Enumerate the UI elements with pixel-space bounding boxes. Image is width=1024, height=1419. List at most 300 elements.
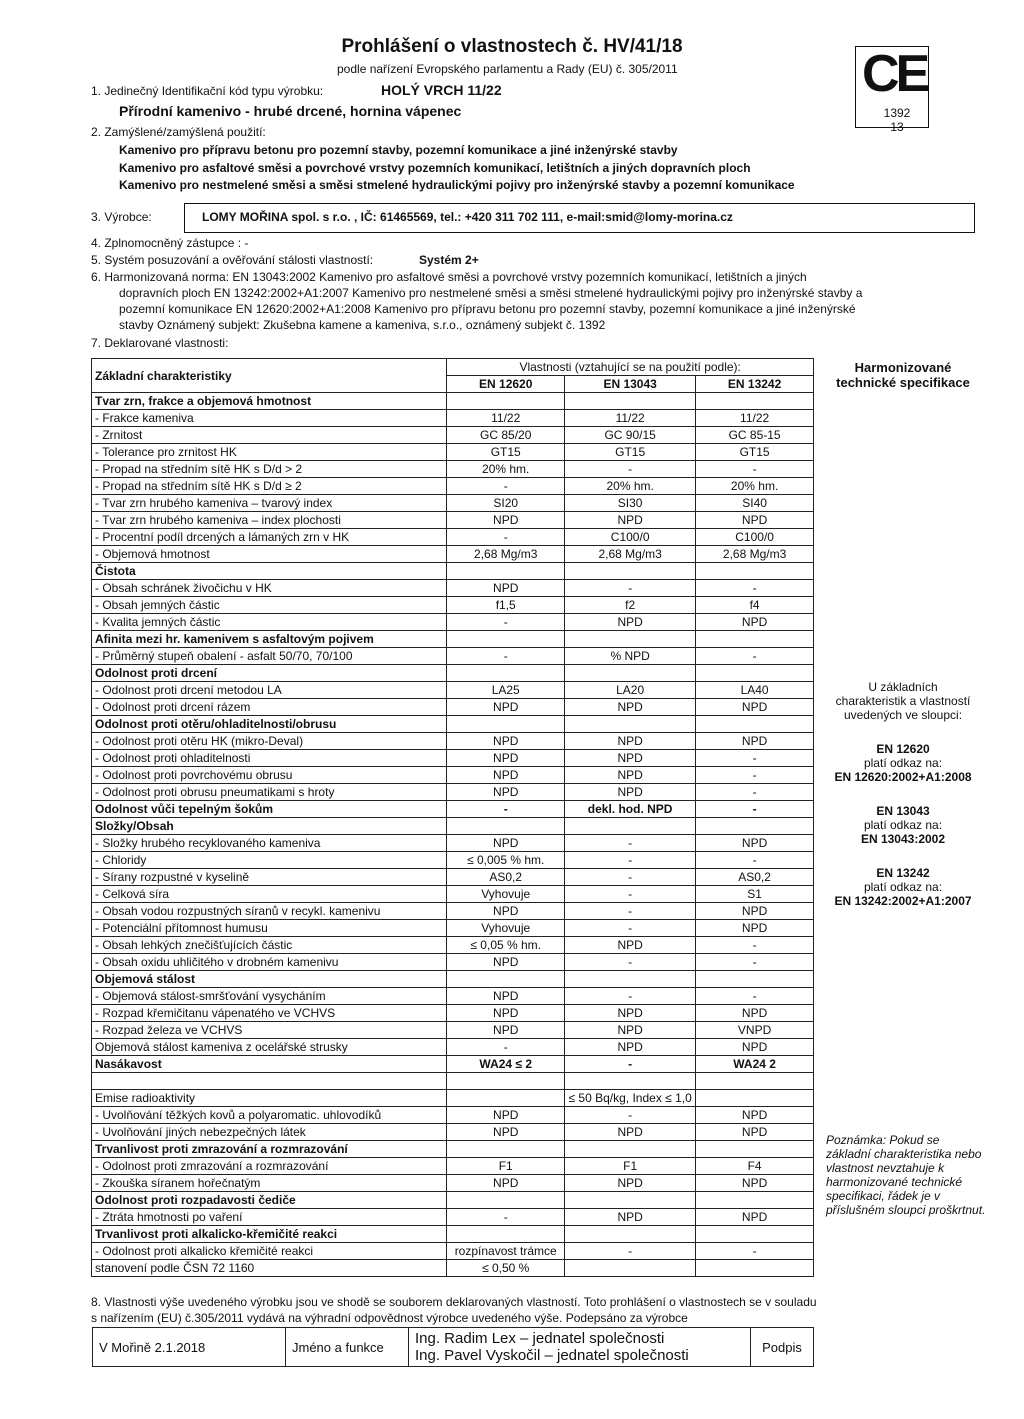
value-en-13043: NPD bbox=[565, 937, 696, 954]
ce-number-year: 13 bbox=[890, 120, 904, 134]
row-label: - Odolnost proti ohladitelnosti bbox=[92, 750, 447, 767]
item-5-label: 5. Systém posuzování a ověřování stálosti vlastností: bbox=[91, 253, 374, 267]
row-label: - Tolerance pro zrnitost HK bbox=[92, 444, 447, 461]
row-label: - Rozpad křemičitanu vápenatého ve VCHVS bbox=[92, 1005, 447, 1022]
header-props: Vlastnosti (vztahující se na použití podle): bbox=[447, 359, 814, 376]
declaration-line-2: s nařízením (EU) č.305/2011 vydává na výhradní odpovědnost výrobce uvedeného výše. Podepsáno za výrobce bbox=[91, 1311, 688, 1325]
table-row bbox=[92, 699, 814, 716]
value-en-13043 bbox=[565, 1226, 696, 1243]
table-row bbox=[92, 954, 814, 971]
value-en-12620 bbox=[447, 1226, 565, 1243]
name-label: Jméno a funkce bbox=[286, 1328, 409, 1367]
table-row bbox=[92, 512, 814, 529]
value-en-13043: GT15 bbox=[565, 444, 696, 461]
table-row bbox=[92, 1022, 814, 1039]
row-label: - Odolnost proti obrusu pneumatikami s hroty bbox=[92, 784, 447, 801]
value-en-13242: - bbox=[696, 954, 814, 971]
section-row bbox=[92, 971, 814, 988]
value-en-13043: - bbox=[565, 903, 696, 920]
value-en-12620: NPD bbox=[447, 1175, 565, 1192]
value-en-13242: NPD bbox=[696, 1005, 814, 1022]
row-label: Objemová stálost kameniva z ocelářské strusky bbox=[92, 1039, 447, 1056]
row-label: - Odolnost proti povrchovému obrusu bbox=[92, 767, 447, 784]
section-row bbox=[92, 631, 814, 648]
table-row bbox=[92, 869, 814, 886]
properties-body bbox=[92, 393, 814, 1277]
value-en-13242: LA40 bbox=[696, 682, 814, 699]
value-en-13043 bbox=[565, 716, 696, 733]
value-en-13043: NPD bbox=[565, 784, 696, 801]
row-label: Emise radioaktivity bbox=[92, 1090, 447, 1107]
value-en-13242: NPD bbox=[696, 835, 814, 852]
row-label bbox=[92, 1073, 447, 1090]
value-en-13242 bbox=[696, 631, 814, 648]
value-en-13242: - bbox=[696, 1243, 814, 1260]
manufacturer: LOMY MOŘINA spol. s r.o. , IČ: 61465569, tel.: +420 311 702 111, e-mail:smid@lomy-morina.cz bbox=[202, 210, 733, 224]
harm-intro-2: charakteristik a vlastností bbox=[835, 694, 971, 708]
sign-label: Podpis bbox=[751, 1328, 814, 1367]
row-label: - Objemová stálost-smršťování vysycháním bbox=[92, 988, 447, 1005]
table-row bbox=[92, 597, 814, 614]
item-7: 7. Deklarované vlastnosti: bbox=[91, 336, 229, 350]
value-en-13242: NPD bbox=[696, 733, 814, 750]
value-en-13043: - bbox=[565, 1107, 696, 1124]
value-en-12620 bbox=[447, 563, 565, 580]
row-label: - Obsah schránek živočichu v HK bbox=[92, 580, 447, 597]
value-en-12620: - bbox=[447, 648, 565, 665]
row-label: - Tvar zrn hrubého kameniva – index plochosti bbox=[92, 512, 447, 529]
value-en-12620: ≤ 0,50 % bbox=[447, 1260, 565, 1277]
row-label: Tvar zrn, frakce a objemová hmotnost bbox=[92, 393, 447, 410]
value-en-12620: ≤ 0,005 % hm. bbox=[447, 852, 565, 869]
section-row bbox=[92, 716, 814, 733]
value-en-12620: WA24 ≤ 2 bbox=[447, 1056, 565, 1073]
table-row bbox=[92, 903, 814, 920]
harm-ref-2: platí odkaz na: bbox=[863, 818, 943, 832]
value-en-13242: - bbox=[696, 767, 814, 784]
table-row bbox=[92, 886, 814, 903]
value-en-12620: 2,68 Mg/m3 bbox=[447, 546, 565, 563]
signatories bbox=[409, 1328, 751, 1367]
row-label: - Propad na středním sítě HK s D/d ≥ 2 bbox=[92, 478, 447, 495]
value-en-13043: - bbox=[565, 954, 696, 971]
value-en-13043: ≤ 50 Bq/kg, Index ≤ 1,0 bbox=[565, 1090, 696, 1107]
table-row bbox=[92, 988, 814, 1005]
value-en-13043: 11/22 bbox=[565, 410, 696, 427]
row-label: Nasákavost bbox=[92, 1056, 447, 1073]
value-en-13242: NPD bbox=[696, 1107, 814, 1124]
value-en-13043: - bbox=[565, 886, 696, 903]
value-en-13242 bbox=[696, 665, 814, 682]
value-en-13043: NPD bbox=[565, 750, 696, 767]
value-en-13242: - bbox=[696, 580, 814, 597]
item-6-line-2: dopravních ploch EN 13242:2002+A1:2007 Kamenivo pro nestmelené směsi a směsi stmelené hydraulickými pojivy pro inženýrské stavby a bbox=[119, 286, 863, 300]
value-en-12620: SI20 bbox=[447, 495, 565, 512]
item-2-label: 2. Zamýšlené/zamýšlená použití: bbox=[91, 125, 266, 139]
row-label: - Procentní podíl drcených a lámaných zrn v HK bbox=[92, 529, 447, 546]
row-label: Odolnost vůči tepelným šokům bbox=[92, 801, 447, 818]
item-6-line-4: stavby Oznámený subjekt: Zkušebna kamene a kameniva, s.r.o., oznámený subjekt č. 1392 bbox=[119, 318, 606, 332]
value-en-12620: NPD bbox=[447, 835, 565, 852]
ce-numbers bbox=[862, 106, 932, 134]
row-label: - Frakce kameniva bbox=[92, 410, 447, 427]
item-5-value: Systém 2+ bbox=[419, 253, 479, 267]
value-en-12620: GC 85/20 bbox=[447, 427, 565, 444]
harm-full-3: EN 13242:2002+A1:2007 bbox=[834, 894, 972, 908]
value-en-13043: NPD bbox=[565, 512, 696, 529]
value-en-13043: F1 bbox=[565, 1158, 696, 1175]
value-en-13043: % NPD bbox=[565, 648, 696, 665]
table-row bbox=[92, 1124, 814, 1141]
value-en-13043: NPD bbox=[565, 1209, 696, 1226]
value-en-12620 bbox=[447, 818, 565, 835]
item-4: 4. Zplnomocněný zástupce : - bbox=[91, 236, 249, 250]
harm-full-2: EN 13043:2002 bbox=[860, 832, 946, 846]
harm-heading bbox=[820, 360, 986, 390]
value-en-13043 bbox=[565, 1141, 696, 1158]
value-en-13242: - bbox=[696, 937, 814, 954]
harm-heading-1: Harmonizované bbox=[854, 360, 952, 375]
row-label: - Chloridy bbox=[92, 852, 447, 869]
value-en-13043 bbox=[565, 665, 696, 682]
row-label: - Obsah jemných částic bbox=[92, 597, 447, 614]
row-label: Objemová stálost bbox=[92, 971, 447, 988]
table-row bbox=[92, 1005, 814, 1022]
table-row bbox=[92, 546, 814, 563]
table-row bbox=[92, 750, 814, 767]
page-title: Prohlášení o vlastnostech č. HV/41/18 bbox=[341, 36, 683, 57]
value-en-13043: - bbox=[565, 580, 696, 597]
value-en-12620: ≤ 0,05 % hm. bbox=[447, 937, 565, 954]
value-en-13043 bbox=[565, 563, 696, 580]
value-en-13043: NPD bbox=[565, 1022, 696, 1039]
header-basic: Základní charakteristiky bbox=[92, 359, 447, 393]
table-row bbox=[92, 614, 814, 631]
value-en-13242: SI40 bbox=[696, 495, 814, 512]
value-en-13242: S1 bbox=[696, 886, 814, 903]
value-en-13043 bbox=[565, 1192, 696, 1209]
value-en-13043: NPD bbox=[565, 614, 696, 631]
value-en-12620: NPD bbox=[447, 1107, 565, 1124]
table-row bbox=[92, 1243, 814, 1260]
header-en-12620: EN 12620 bbox=[447, 376, 565, 393]
value-en-13043: - bbox=[565, 920, 696, 937]
row-label: - Odolnost proti alkalicko křemičité reakci bbox=[92, 1243, 447, 1260]
section-row bbox=[92, 1141, 814, 1158]
row-label: - Objemová hmotnost bbox=[92, 546, 447, 563]
value-en-13043: 2,68 Mg/m3 bbox=[565, 546, 696, 563]
value-en-12620: NPD bbox=[447, 1005, 565, 1022]
value-en-13242: GT15 bbox=[696, 444, 814, 461]
signatory-1: Ing. Radim Lex – jednatel společnosti bbox=[415, 1330, 665, 1347]
section-row bbox=[92, 1226, 814, 1243]
value-en-13242 bbox=[696, 1141, 814, 1158]
value-en-12620: f1,5 bbox=[447, 597, 565, 614]
value-en-13242: NPD bbox=[696, 920, 814, 937]
row-label: - Kvalita jemných částic bbox=[92, 614, 447, 631]
value-en-12620: 20% hm. bbox=[447, 461, 565, 478]
row-label: - Propad na středním sítě HK s D/d > 2 bbox=[92, 461, 447, 478]
value-en-12620: NPD bbox=[447, 784, 565, 801]
value-en-13043: NPD bbox=[565, 1039, 696, 1056]
value-en-13242: 20% hm. bbox=[696, 478, 814, 495]
item-1-label: 1. Jedinečný Identifikační kód typu výrobku: bbox=[91, 84, 324, 98]
value-en-13242: VNPD bbox=[696, 1022, 814, 1039]
value-en-13043: GC 90/15 bbox=[565, 427, 696, 444]
row-label: - Zrnitost bbox=[92, 427, 447, 444]
value-en-13242: F4 bbox=[696, 1158, 814, 1175]
harm-intro-1: U základních bbox=[868, 680, 938, 694]
value-en-13242: - bbox=[696, 784, 814, 801]
value-en-13242 bbox=[696, 1090, 814, 1107]
table-row bbox=[92, 682, 814, 699]
value-en-13043: NPD bbox=[565, 733, 696, 750]
value-en-12620: NPD bbox=[447, 1022, 565, 1039]
section-row bbox=[92, 818, 814, 835]
row-label: - Tvar zrn hrubého kameniva – tvarový index bbox=[92, 495, 447, 512]
table-row bbox=[92, 733, 814, 750]
value-en-13242 bbox=[696, 563, 814, 580]
row-label: Odolnost proti otěru/ohladitelnosti/obrusu bbox=[92, 716, 447, 733]
declaration-line-1: 8. Vlastnosti výše uvedeného výrobku jsou ve shodě se souborem deklarovaných vlastností. Toto prohlášení o vlastnostech se v souladu bbox=[91, 1295, 817, 1309]
value-en-13043: NPD bbox=[565, 1175, 696, 1192]
harm-heading-2: technické specifikace bbox=[836, 375, 970, 390]
value-en-13242: NPD bbox=[696, 614, 814, 631]
value-en-12620: NPD bbox=[447, 750, 565, 767]
value-en-12620: NPD bbox=[447, 699, 565, 716]
value-en-13242: NPD bbox=[696, 699, 814, 716]
row-label: - Složky hrubého recyklovaného kameniva bbox=[92, 835, 447, 852]
table-row bbox=[92, 920, 814, 937]
value-en-12620: NPD bbox=[447, 767, 565, 784]
section-row bbox=[92, 1073, 814, 1090]
row-label: - Potenciální přítomnost humusu bbox=[92, 920, 447, 937]
section-row bbox=[92, 801, 814, 818]
value-en-13043 bbox=[565, 1260, 696, 1277]
value-en-13242: NPD bbox=[696, 903, 814, 920]
row-label: - Obsah lehkých znečišťujících částic bbox=[92, 937, 447, 954]
value-en-13242 bbox=[696, 1226, 814, 1243]
value-en-13043 bbox=[565, 631, 696, 648]
row-label: Odolnost proti drcení bbox=[92, 665, 447, 682]
value-en-13242 bbox=[696, 1192, 814, 1209]
note: Poznámka: Pokud se základní charakteristika nebo vlastnost nevztahuje k harmonizované technické specifikaci, řádek je v příslušném sloupci proškrtnut. bbox=[826, 1133, 986, 1217]
value-en-12620: NPD bbox=[447, 903, 565, 920]
value-en-13242: 2,68 Mg/m3 bbox=[696, 546, 814, 563]
use-3: Kamenivo pro nestmelené směsi a směsi stmelené hydraulickými pojivy pro inženýrské stavby a pozemní komunikace bbox=[119, 178, 795, 192]
item-6-line-3: pozemní komunikace EN 12620:2002+A1:2008 Kamenivo pro přípravu betonu pro pozemní stavby, pozemní komunikace a jiné inženýrské bbox=[119, 302, 856, 316]
value-en-13242: - bbox=[696, 801, 814, 818]
row-label: - Sírany rozpustné v kyselině bbox=[92, 869, 447, 886]
row-label: Afinita mezi hr. kamenivem s asfaltovým pojivem bbox=[92, 631, 447, 648]
value-en-12620: NPD bbox=[447, 988, 565, 1005]
value-en-13242 bbox=[696, 1073, 814, 1090]
value-en-12620: - bbox=[447, 478, 565, 495]
value-en-12620: Vyhovuje bbox=[447, 886, 565, 903]
table-row bbox=[92, 1175, 814, 1192]
use-2: Kamenivo pro asfaltové směsi a povrchové vrstvy pozemních komunikací, letištních a jiných dopravních ploch bbox=[119, 161, 751, 175]
value-en-13043: dekl. hod. NPD bbox=[565, 801, 696, 818]
harm-ref-1: platí odkaz na: bbox=[863, 756, 943, 770]
value-en-12620 bbox=[447, 1141, 565, 1158]
value-en-13043: NPD bbox=[565, 1124, 696, 1141]
value-en-13242: NPD bbox=[696, 1124, 814, 1141]
value-en-12620: rozpínavost trámce bbox=[447, 1243, 565, 1260]
properties-table bbox=[91, 358, 814, 1277]
value-en-12620: NPD bbox=[447, 512, 565, 529]
row-label: - Odolnost proti zmrazování a rozmrazování bbox=[92, 1158, 447, 1175]
table-row bbox=[92, 580, 814, 597]
row-label: - Průměrný stupeň obalení - asfalt 50/70, 70/100 bbox=[92, 648, 447, 665]
value-en-13242: - bbox=[696, 461, 814, 478]
value-en-13242: NPD bbox=[696, 512, 814, 529]
value-en-13043: C100/0 bbox=[565, 529, 696, 546]
item-1-product: Přírodní kamenivo - hrubé drcené, hornina vápenec bbox=[119, 103, 462, 119]
value-en-13242: WA24 2 bbox=[696, 1056, 814, 1073]
value-en-12620: NPD bbox=[447, 733, 565, 750]
value-en-13242: NPD bbox=[696, 1039, 814, 1056]
item-1-value: HOLÝ VRCH 11/22 bbox=[381, 82, 502, 98]
value-en-13242: NPD bbox=[696, 1175, 814, 1192]
value-en-13242: - bbox=[696, 750, 814, 767]
value-en-12620: Vyhovuje bbox=[447, 920, 565, 937]
table-row bbox=[92, 529, 814, 546]
row-label: Odolnost proti rozpadavosti čediče bbox=[92, 1192, 447, 1209]
value-en-13242: - bbox=[696, 648, 814, 665]
row-label: - Uvolňování jiných nebezpečných látek bbox=[92, 1124, 447, 1141]
value-en-12620: F1 bbox=[447, 1158, 565, 1175]
value-en-12620: NPD bbox=[447, 580, 565, 597]
value-en-12620 bbox=[447, 716, 565, 733]
value-en-12620: - bbox=[447, 1039, 565, 1056]
table-row bbox=[92, 444, 814, 461]
signatory-2: Ing. Pavel Vyskočil – jednatel společnosti bbox=[415, 1347, 689, 1364]
value-en-13242: GC 85-15 bbox=[696, 427, 814, 444]
harm-en-1: EN 12620 bbox=[876, 742, 930, 756]
value-en-13043: 20% hm. bbox=[565, 478, 696, 495]
table-row bbox=[92, 648, 814, 665]
value-en-12620: 11/22 bbox=[447, 410, 565, 427]
table-row bbox=[92, 852, 814, 869]
row-label: - Odolnost proti drcení metodou LA bbox=[92, 682, 447, 699]
value-en-13043: f2 bbox=[565, 597, 696, 614]
value-en-13043: - bbox=[565, 835, 696, 852]
ce-mark: CE bbox=[862, 45, 927, 103]
value-en-13043: NPD bbox=[565, 699, 696, 716]
row-label: - Uvolňování těžkých kovů a polyaromatic. uhlovodíků bbox=[92, 1107, 447, 1124]
row-label: - Celková síra bbox=[92, 886, 447, 903]
table-row bbox=[92, 1039, 814, 1056]
value-en-12620: - bbox=[447, 801, 565, 818]
table-row bbox=[92, 784, 814, 801]
value-en-13043: - bbox=[565, 1243, 696, 1260]
table-row bbox=[92, 937, 814, 954]
value-en-13242: AS0,2 bbox=[696, 869, 814, 886]
harm-body bbox=[820, 680, 986, 908]
use-1: Kamenivo pro přípravu betonu pro pozemní stavby, pozemní komunikace a jiné inženýrské stavby bbox=[119, 143, 678, 157]
value-en-13043: - bbox=[565, 869, 696, 886]
item-6-line-1: 6. Harmonizovaná norma: EN 13043:2002 Kamenivo pro asfaltové směsi a povrchové vrstvy pozemních komunikací, letištních a jiných bbox=[91, 270, 807, 284]
row-label: - Odolnost proti otěru HK (mikro-Deval) bbox=[92, 733, 447, 750]
value-en-13043: - bbox=[565, 852, 696, 869]
table-row bbox=[92, 461, 814, 478]
value-en-13043: - bbox=[565, 988, 696, 1005]
row-label: Trvanlivost proti alkalicko-křemičité reakci bbox=[92, 1226, 447, 1243]
value-en-12620: - bbox=[447, 1209, 565, 1226]
table-row bbox=[92, 1260, 814, 1277]
table-row bbox=[92, 1090, 814, 1107]
value-en-13043 bbox=[565, 1073, 696, 1090]
value-en-13242: - bbox=[696, 988, 814, 1005]
value-en-12620: LA25 bbox=[447, 682, 565, 699]
row-label: - Obsah vodou rozpustných síranů v recykl. kamenivu bbox=[92, 903, 447, 920]
harm-en-2: EN 13043 bbox=[876, 804, 930, 818]
table-row bbox=[92, 1209, 814, 1226]
value-en-13242: 11/22 bbox=[696, 410, 814, 427]
table-row bbox=[92, 427, 814, 444]
item-3-label: 3. Výrobce: bbox=[91, 210, 152, 224]
value-en-13242 bbox=[696, 971, 814, 988]
row-label: - Odolnost proti drcení rázem bbox=[92, 699, 447, 716]
section-row bbox=[92, 393, 814, 410]
value-en-12620: GT15 bbox=[447, 444, 565, 461]
value-en-12620: - bbox=[447, 614, 565, 631]
table-row bbox=[92, 835, 814, 852]
value-en-12620: NPD bbox=[447, 954, 565, 971]
value-en-13043: NPD bbox=[565, 1005, 696, 1022]
value-en-12620: - bbox=[447, 529, 565, 546]
value-en-12620 bbox=[447, 631, 565, 648]
harm-en-3: EN 13242 bbox=[876, 866, 930, 880]
harm-intro-3: uvedených ve sloupci: bbox=[843, 708, 963, 722]
harm-ref-3: platí odkaz na: bbox=[863, 880, 943, 894]
value-en-12620 bbox=[447, 1090, 565, 1107]
row-label: Čistota bbox=[92, 563, 447, 580]
table-row bbox=[92, 495, 814, 512]
section-row bbox=[92, 563, 814, 580]
table-row bbox=[92, 1158, 814, 1175]
ce-number-body: 1392 bbox=[883, 106, 911, 120]
value-en-13043: SI30 bbox=[565, 495, 696, 512]
table-row bbox=[92, 410, 814, 427]
section-row bbox=[92, 665, 814, 682]
row-label: Trvanlivost proti zmrazování a rozmrazování bbox=[92, 1141, 447, 1158]
row-label: stanovení podle ČSN 72 1160 bbox=[92, 1260, 447, 1277]
value-en-13242 bbox=[696, 393, 814, 410]
value-en-13242: NPD bbox=[696, 1209, 814, 1226]
value-en-13242: C100/0 bbox=[696, 529, 814, 546]
value-en-12620: AS0,2 bbox=[447, 869, 565, 886]
row-label: Složky/Obsah bbox=[92, 818, 447, 835]
value-en-13043: - bbox=[565, 461, 696, 478]
row-label: - Zkouška síranem hořečnatým bbox=[92, 1175, 447, 1192]
value-en-13242: f4 bbox=[696, 597, 814, 614]
table-row bbox=[92, 1107, 814, 1124]
signature-table bbox=[92, 1327, 814, 1367]
value-en-12620 bbox=[447, 1192, 565, 1209]
value-en-13043: NPD bbox=[565, 767, 696, 784]
value-en-12620 bbox=[447, 1073, 565, 1090]
value-en-13043: LA20 bbox=[565, 682, 696, 699]
value-en-13242 bbox=[696, 818, 814, 835]
table-row bbox=[92, 478, 814, 495]
value-en-12620 bbox=[447, 971, 565, 988]
section-row bbox=[92, 1056, 814, 1073]
value-en-13043 bbox=[565, 971, 696, 988]
page-subtitle: podle nařízení Evropského parlamentu a Rady (EU) č. 305/2011 bbox=[337, 62, 678, 76]
place-date: V Mořině 2.1.2018 bbox=[93, 1328, 286, 1367]
value-en-13043: - bbox=[565, 1056, 696, 1073]
